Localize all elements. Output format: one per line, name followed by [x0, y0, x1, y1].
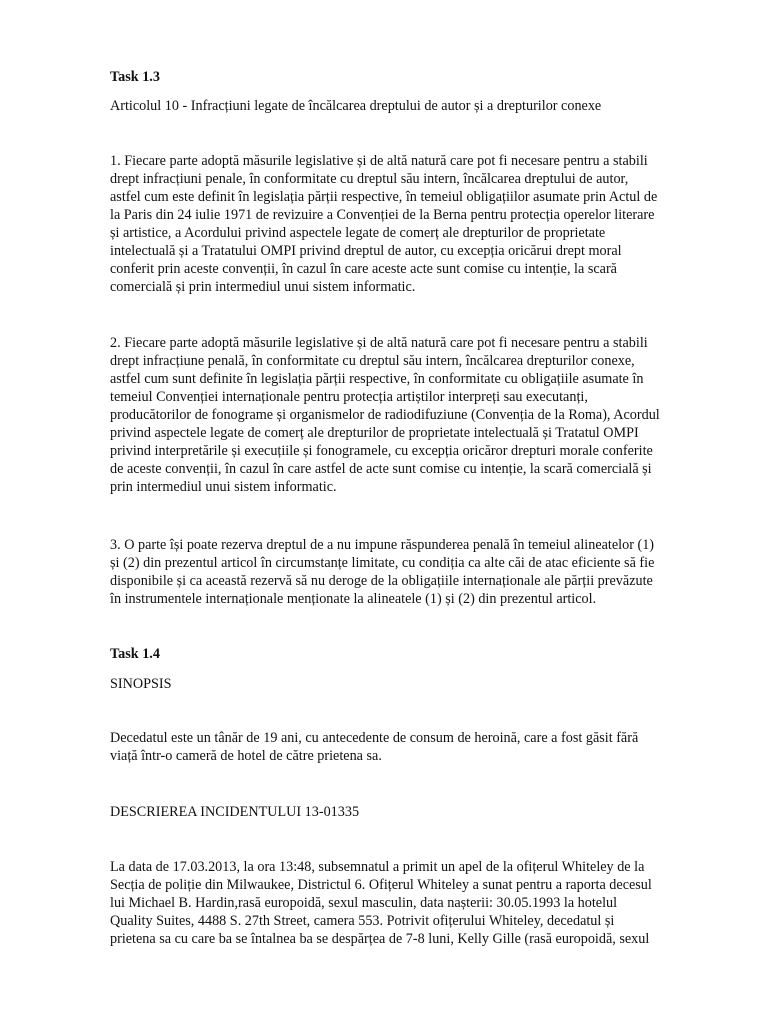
paragraph-1-line: conferit prin aceste convenții, în cazul în care aceste acte sunt comise cu intenție, la scară — [110, 261, 617, 277]
incident-line: La data de 17.03.2013, la ora 13:48, subsemnatul a primit un apel de la ofițerul Whiteley de la — [110, 859, 645, 875]
paragraph-2-line: privind aspectele legate de comerț ale drepturilor de proprietate intelectuală și Tratatul OMPI — [110, 425, 639, 441]
paragraph-2-line: temeiul Convenției internaționale pentru protecția artiștilor interpreți sau executanți, — [110, 389, 588, 405]
paragraph-1-line: intelectuală și a Tratatului OMPI privind dreptul de autor, cu excepția oricărui drept moral — [110, 243, 622, 259]
paragraph-1-line: și artistice, a Acordului privind aspectele legate de comerț ale drepturilor de proprietate — [110, 225, 606, 241]
incident-line: Secția de poliție din Milwaukee, Districtul 6. Ofițerul Whiteley a sunat pentru a raporta decesul — [110, 877, 652, 893]
incident-paragraph — [110, 858, 710, 948]
paragraph-1-line: astfel cum este definit în legislația părții respective, în temeiul obligațiilor asumate prin Actul de — [110, 189, 658, 205]
sinopsis-line: Decedatul este un tânăr de 19 ani, cu antecedente de consum de heroină, care a fost găsit fără — [110, 730, 639, 746]
sinopsis-paragraph — [110, 729, 710, 765]
task-1-3-heading: Task 1.3 — [110, 69, 160, 85]
article-10-title: Articolul 10 - Infracțiuni legate de încălcarea dreptului de autor și a drepturilor conexe — [110, 98, 602, 114]
task-1-4-heading: Task 1.4 — [110, 646, 160, 662]
paragraph-2-line: 2. Fiecare parte adoptă măsurile legislative și de altă natură care pot fi necesare pentru a stabili — [110, 335, 648, 351]
paragraph-1-line: 1. Fiecare parte adoptă măsurile legislative și de altă natură care pot fi necesare pentru a stabili — [110, 153, 648, 169]
paragraph-1-line: la Paris din 24 iulie 1971 de revizuire a Convenției de la Berna pentru protecția operelor literare — [110, 207, 655, 223]
paragraph-1-line: drept infracțiuni penale, în conformitate cu dreptul său intern, încălcarea dreptului de autor, — [110, 171, 629, 187]
paragraph-1 — [110, 152, 710, 296]
incident-line: prietena sa cu care ba se întalnea ba se despărțea de 7-8 luni, Kelly Gille (rasă europoidă, sexul — [110, 931, 650, 947]
paragraph-3-line: și (2) din prezentul articol în circumstanțe limitate, cu condiția ca alte căi de atac eficiente să fie — [110, 555, 655, 571]
paragraph-2-line: de aceste convenții, în cazul în care astfel de acte sunt comise cu intenție, la scară comercială și — [110, 461, 652, 477]
paragraph-3-line: 3. O parte își poate rezerva dreptul de a nu impune răspunderea penală în temeiul alineatelor (1) — [110, 537, 655, 553]
sinopsis-label: SINOPSIS — [110, 676, 172, 692]
paragraph-2 — [110, 334, 710, 496]
paragraph-2-line: prin intermediul unui sistem informatic. — [110, 479, 337, 495]
paragraph-3-line: disponibile și ca această rezervă să nu deroge de la obligațiile internaționale ale părții prevăzute — [110, 573, 653, 589]
paragraph-3 — [110, 536, 710, 608]
sinopsis-line: viață într-o cameră de hotel de către prietena sa. — [110, 748, 382, 764]
paragraph-2-line: astfel cum sunt definite în legislația părții respective, în conformitate cu obligațiile asumate în — [110, 371, 644, 387]
paragraph-1-line: comercială și prin intermediul unui sistem informatic. — [110, 279, 416, 295]
incident-line: Quality Suites, 4488 S. 27th Street, camera 553. Potrivit ofițerului Whiteley, decedatul și — [110, 913, 615, 929]
incident-label: DESCRIEREA INCIDENTULUI 13-01335 — [110, 804, 360, 820]
paragraph-2-line: producătorilor de fonograme și organismelor de radiodifuziune (Convenția de la Roma), Acordul — [110, 407, 660, 423]
document-page — [110, 0, 710, 1024]
incident-line: lui Michael B. Hardin,rasă europoidă, sexul masculin, data nașterii: 30.05.1993 la hotelul — [110, 895, 618, 911]
paragraph-3-line: în instrumentele internaționale menționate la alineatele (1) și (2) din prezentul articol. — [110, 591, 597, 607]
paragraph-2-line: privind interpretările și execuțiile și fonogramele, cu excepția oricăror drepturi morale conferite — [110, 443, 653, 459]
paragraph-2-line: drept infracțiune penală, în conformitate cu dreptul său intern, încălcarea drepturilor conexe, — [110, 353, 635, 369]
